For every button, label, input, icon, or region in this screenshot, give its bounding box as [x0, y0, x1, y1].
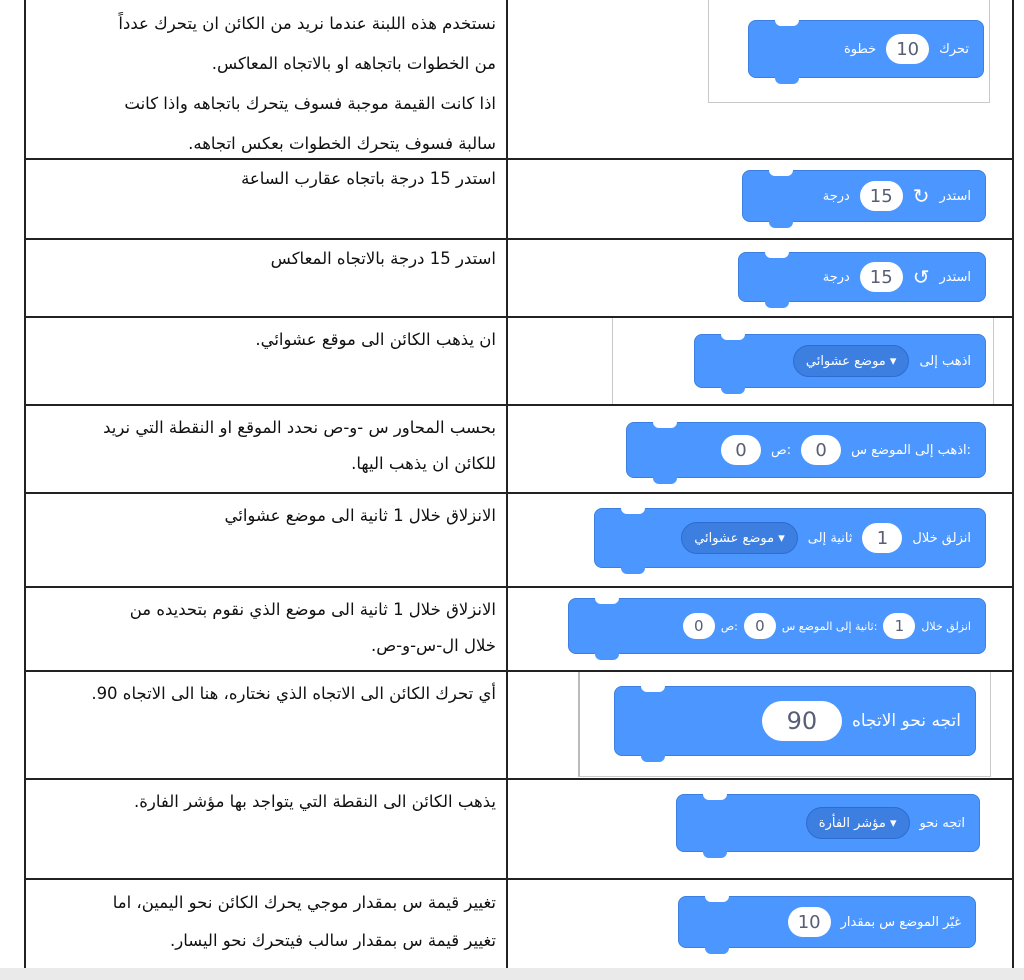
- desc-line: ان يذهب الكائن الى موقع عشوائي.: [255, 330, 496, 349]
- desc-line: تغيير قيمة س بمقدار موجي يحرك الكائن نحو اليمين، اما: [112, 893, 496, 912]
- table-row: [26, 318, 1012, 406]
- block-cell: [508, 780, 1012, 878]
- block-label: انزلق خلال: [912, 530, 971, 546]
- block-label: اذهب إلى: [919, 353, 971, 369]
- desc-line: للكائن ان يذهب اليها.: [351, 454, 496, 473]
- block-label: ص:: [720, 619, 738, 633]
- move-steps-block[interactable]: [748, 20, 984, 78]
- go-to-xy-block[interactable]: [626, 422, 986, 478]
- block-label: اتجه نحو: [919, 815, 965, 831]
- block-label: انزلق خلال: [921, 619, 971, 633]
- block-cell: [508, 880, 1012, 968]
- desc-line: نستخدم هذه اللبنة عندما نريد من الكائن ان يتحرك عدداً: [118, 14, 496, 33]
- block-cell: [508, 494, 1012, 586]
- row-description: [26, 0, 508, 158]
- block-cell: [508, 672, 1012, 778]
- seconds-input[interactable]: 1: [862, 523, 902, 553]
- block-label: غيّر الموضع س بمقدار: [840, 914, 961, 930]
- desc-line: الانزلاق خلال 1 ثانية الى موضع عشوائي: [224, 506, 496, 525]
- block-label: درجة: [822, 269, 850, 285]
- row-description: [26, 406, 508, 492]
- rotate-clockwise-icon: ↻: [912, 184, 930, 208]
- block-label: استدر: [939, 188, 971, 204]
- block-label: تحرك: [939, 41, 969, 57]
- desc-line: من الخطوات باتجاهه او بالاتجاه المعاكس.: [211, 54, 496, 73]
- row-description: [26, 588, 508, 670]
- x-input[interactable]: 0: [744, 613, 776, 639]
- row-description: [26, 672, 508, 778]
- y-input[interactable]: 0: [683, 613, 715, 639]
- desc-line: تغيير قيمة س بمقدار سالب فيتحرك نحو اليسار.: [169, 931, 496, 950]
- target-dropdown[interactable]: موضع عشوائي ▾: [793, 345, 910, 377]
- row-description: [26, 160, 508, 238]
- glide-random-block[interactable]: [594, 508, 986, 568]
- block-cell: [508, 240, 1012, 316]
- block-cell: [508, 406, 1012, 492]
- table-row: [26, 240, 1012, 318]
- target-dropdown[interactable]: مؤشر الفأرة ▾: [806, 807, 910, 839]
- desc-line: سالبة فسوف يتحرك الخطوات بعكس اتجاهه.: [188, 134, 496, 153]
- block-label: ثانية إلى الموضع س:: [781, 619, 878, 633]
- degrees-input[interactable]: 15: [860, 262, 903, 292]
- table-row: [26, 780, 1012, 880]
- row-description: [26, 240, 508, 316]
- table-row: [26, 494, 1012, 588]
- block-label: ثانية إلى: [807, 530, 853, 546]
- block-cell: [508, 318, 1012, 404]
- point-in-direction-block[interactable]: [614, 686, 976, 756]
- table-row: [26, 406, 1012, 494]
- steps-input[interactable]: 10: [886, 34, 929, 64]
- block-label: ص:: [771, 442, 792, 458]
- y-input[interactable]: 0: [721, 435, 761, 465]
- row-description: [26, 780, 508, 878]
- desc-line: الانزلاق خلال 1 ثانية الى موضع الذي نقوم بتحديده من: [129, 600, 496, 619]
- block-label: اتجه نحو الاتجاه: [851, 711, 961, 731]
- bottom-bar: [0, 968, 1024, 980]
- block-cell: [508, 160, 1012, 238]
- row-description: [26, 318, 508, 404]
- motion-blocks-table: [24, 0, 1014, 968]
- block-cell: [508, 0, 1012, 158]
- table-row: [26, 0, 1012, 160]
- degrees-input[interactable]: 15: [860, 181, 903, 211]
- amount-input[interactable]: 10: [788, 907, 831, 937]
- turn-right-block[interactable]: [742, 170, 986, 222]
- direction-input[interactable]: 90: [762, 701, 842, 741]
- desc-line: استدر 15 درجة باتجاه عقارب الساعة: [241, 169, 496, 188]
- go-to-random-block[interactable]: [694, 334, 986, 388]
- desc-line: استدر 15 درجة بالاتجاه المعاكس: [270, 249, 496, 268]
- block-label: اذهب إلى الموضع س:: [851, 442, 971, 458]
- block-label: خطوة: [843, 41, 877, 57]
- rotate-counterclockwise-icon: ↺: [912, 265, 930, 289]
- row-description: [26, 880, 508, 968]
- table-row: [26, 880, 1012, 968]
- desc-line: أي تحرك الكائن الى الاتجاه الذي نختاره، هنا الى الاتجاه 90.: [91, 684, 496, 703]
- table-row: [26, 672, 1012, 780]
- desc-line: بحسب المحاور س -و-ص نحدد الموقع او النقطة التي نريد: [103, 418, 496, 437]
- glide-xy-block[interactable]: [568, 598, 986, 654]
- turn-left-block[interactable]: [738, 252, 986, 302]
- table-row: [26, 588, 1012, 672]
- change-x-block[interactable]: [678, 896, 976, 948]
- desc-line: خلال ال-س-و-ص.: [370, 636, 496, 655]
- target-dropdown[interactable]: موضع عشوائي ▾: [681, 522, 798, 554]
- block-label: استدر: [939, 269, 971, 285]
- row-description: [26, 494, 508, 586]
- table-row: [26, 160, 1012, 240]
- x-input[interactable]: 0: [801, 435, 841, 465]
- block-cell: [508, 588, 1012, 670]
- desc-line: يذهب الكائن الى النقطة التي يتواجد بها مؤشر الفارة.: [134, 792, 496, 811]
- desc-line: اذا كانت القيمة موجبة فسوف يتحرك باتجاهه واذا كانت: [124, 94, 496, 113]
- seconds-input[interactable]: 1: [883, 613, 915, 639]
- point-towards-block[interactable]: [676, 794, 980, 852]
- block-label: درجة: [822, 188, 850, 204]
